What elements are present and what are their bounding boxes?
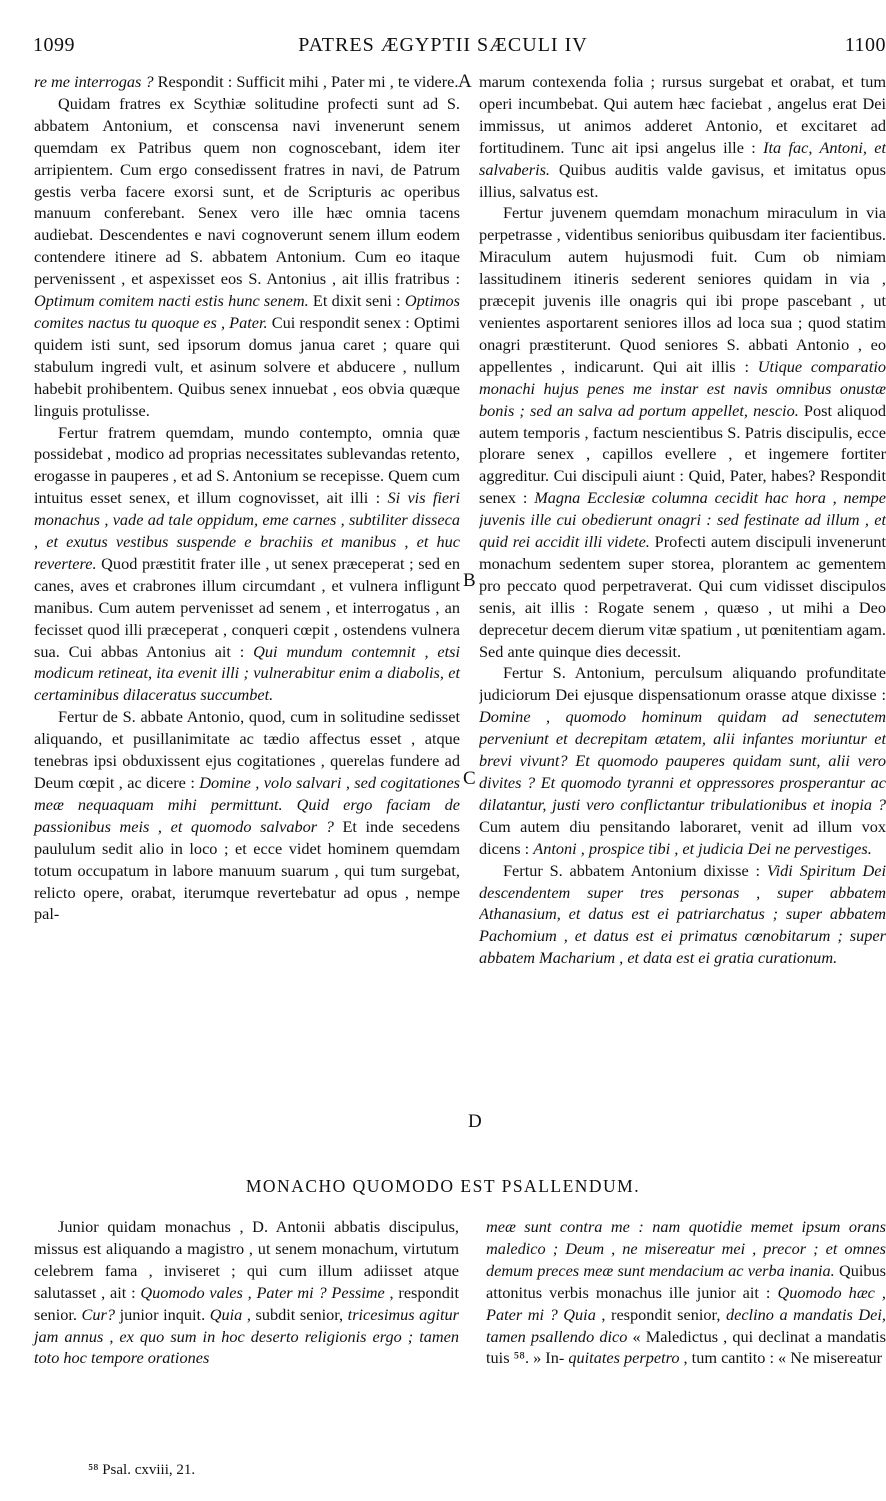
- text-run: Et dixit seni :: [308, 291, 401, 311]
- page-number-left: 1099: [33, 34, 75, 56]
- italic-text: Magna Ecclesiæ columna cecidit hac hora , nempe juvenis ille cui obedierunt onagri : sed festinate ad illum , et quid rei accidit illi videte.: [479, 488, 886, 552]
- italic-text: Utique comparatio monachi hujus penes me instar est navis omnibus onustæ bonis ; sed an salva ad portum appellet, nescio.: [479, 356, 886, 420]
- italic-text: Vidi Spiritum Dei descendentem super tres personas , super abbatem Athanasium, et datus est ei patriarchatus ; super abbatem Pachomium , et datus est ei primatus cœnobitarum ; super abbatem Macharium , et data est ei gratia curationum.: [479, 860, 886, 968]
- paragraph: [479, 662, 886, 859]
- paragraph: [479, 71, 886, 202]
- italic-text: Qui mundum contemnit , etsi modicum retineat, ita evenit illi ; vulnerabitur enim a diabolis, et certaminibus dilaceratus succumbet.: [34, 641, 460, 705]
- text-run: , respondit senior,: [595, 1304, 721, 1324]
- text-run: marum contexenda folia ; rursus surgebat et orabat, et tum operi incumbebat. Qui autem hæc faciebat , angelus erat Dei immissus, ut animos adderet Antonio, et excitaret ad fortitudinem. Tunc ait ipsi angelus ille :: [479, 72, 886, 157]
- text-run: , subdit senior,: [242, 1304, 344, 1324]
- italic-text: Quomodo vales , Pater mi ? Pessime: [140, 1282, 385, 1302]
- italic-text: Antoni , prospice tibi , et judicia Dei ne pervestiges.: [533, 838, 872, 858]
- italic-text: Optimos comites nactus tu quoque es , Pater.: [34, 291, 461, 332]
- text-run: Et inde secedens paululum sedit alio in loco ; et ecce videt hominem quemdam totum occupatum in labore manuum suarum , qui tum surgebat, relicto opere, orabat, iterumque revertebatur ad opus , nempe pal-: [34, 816, 460, 924]
- italic-text: Cur?: [81, 1304, 116, 1324]
- left-column-lower: [34, 1216, 459, 1369]
- italic-text: Si vis fieri monachus , vade ad tale oppidum, eme carnes , subtiliter disseca , et exutus vestibus suspende e brachiis et manibus , et huc revertere.: [34, 488, 460, 573]
- right-column: [479, 71, 886, 969]
- margin-marker-a: A: [458, 71, 472, 92]
- italic-text: tricesimus agitur jam annus , ex quo sum in hoc deserto religionis ergo ; tamen toto hoc tempore orationes: [34, 1304, 459, 1368]
- italic-text: meæ sunt contra me : nam quotidie memet ipsum orans maledico ; Deum , ne misereatur mei , precor ; et omnes demum preces meæ sunt mendacium ac verba inania.: [486, 1217, 886, 1280]
- margin-marker-d: D: [468, 1111, 482, 1132]
- text-run: Quibus auditis valde gavisus, et imitatus opus illius, salvatus est.: [479, 159, 886, 201]
- italic-text: quitates perpetro: [568, 1348, 680, 1368]
- right-column-lower: [486, 1216, 886, 1369]
- text-run: Quod præstitit frater ille , ut senex præceperat ; sed en canes, aves et crabrones illum circumdant , et vulnera infligunt manibus. Cum autem pervenisset ad senem , et interrogatus , an fecisset quod illi præceperat , conqueri cœpit , ostendens vulnera sua. Cui abbas Antonius ait :: [34, 553, 460, 661]
- italic-text: declino a mandatis Dei, tamen psallendo dico: [486, 1304, 886, 1346]
- italic-text: Domine , volo salvari , sed cogitationes meæ nequaquam mihi permittunt. Quid ergo faciam de passionibus meis , et quomodo salvabor ?: [34, 773, 461, 836]
- text-run: Post aliquod autem temporis , factum nescientibus S. Patris discipulis, ecce plorare senex , capillos evellere , et ingemere fortiter aggreditur. Cui discipuli aiunt : Quid, Pater, habes? Respondit senex :: [479, 400, 886, 508]
- page-number-right: 1100: [844, 34, 886, 56]
- paragraph: [34, 93, 460, 422]
- running-title: PATRES ÆGYPTII SÆCULI IV: [298, 34, 588, 56]
- paragraph: [34, 422, 460, 707]
- text-run: Quibus attonitus verbis monachus ille junior ait :: [486, 1260, 886, 1302]
- italic-text: Quomodo hæc , Pater mi ? Quia: [486, 1282, 886, 1324]
- italic-text: Quia: [209, 1304, 243, 1324]
- text-run: Cui respondit senex : Optimi quidem isti sunt, sed ipsorum domus janua caret ; quare qui stabulum ingredi vult, et asinum solvere et abducere , nullum habebit prohibentem. Quibus senex innuebat , eos obvia quæque linguis protulisse.: [34, 312, 461, 420]
- text-run: , respondit senior.: [34, 1282, 459, 1324]
- section-heading: MONACHO QUOMODO EST PSALLENDUM.: [245, 1176, 641, 1196]
- italic-text: Ita fac, Antoni, et salvaberis.: [479, 137, 886, 179]
- paragraph: [34, 706, 460, 925]
- text-run: « Maledictus , qui declinat a mandatis tuis ⁵⁸. » In-: [486, 1326, 886, 1368]
- paragraph: [486, 1216, 886, 1369]
- text-run: Respondit : Sufficit mihi , Pater mi , te videre.: [153, 72, 459, 91]
- text-run: Fertur S. Antonium, perculsum aliquando profunditate judiciorum Dei ejusque dispensationum orasse atque dixisse :: [479, 663, 886, 705]
- text-run: Junior quidam monachus , D. Antonii abbatis discipulus, missus est aliquando a magistro , ut senem monachum, virtutum celebrem fama , inviseret ; qui cum illum adiisset atque salutasset , ait :: [34, 1217, 459, 1302]
- paragraph: [34, 1216, 459, 1369]
- text-run: Fertur juvenem quemdam monachum miraculum in via perpetrasse , videntibus senioribus quibusdam iter facientibus. Miraculum autem hujusmodi fuit. Cum ob nimiam lassitudinem itineris sederent seniores quidam in via , præcepit juvenis ille onagris qui ibi prope pascebant , ut venientes asportarent seniores illos ad loca sua ; quod statim onagri præstiterunt. Quod seniores S. abbati Antonio , eo appellentes , indicarunt. Qui ait illis :: [479, 203, 886, 376]
- footnote: ⁵⁸ Psal. cxviii, 21.: [88, 1462, 196, 1478]
- text-run: Fertur fratrem quemdam, mundo contempto, omnia quæ possidebat , modico ad proprias necessitates sublevandas retento, erogasse in pauperes , et ad S. Antonium se recepisse. Quem cum intuitus esset senex, et illum cognovisset, ait illi :: [34, 422, 460, 508]
- left-column: [34, 71, 460, 925]
- paragraph: [479, 202, 886, 662]
- text-run: Fertur S. abbatem Antonium dixisse :: [503, 860, 761, 880]
- text-run: , tum cantito : « Ne misereatur: [679, 1348, 883, 1368]
- text-run: Cum autem diu pensitando laboraret, venit ad illum vox dicens :: [479, 816, 886, 858]
- italic-text: Domine , quomodo hominum quidam ad senectutem perveniunt et decrepitam ætatem, alii infantes moriuntur et brevi vivunt? Et quomodo pauperes quidam sunt, alii vero divites ? Et quomodo tyranni et oppressores prosperantur ac dilatantur, justi vero conflictantur tribulationibus et inopia ?: [479, 707, 886, 814]
- italic-text: Optimum comitem nacti estis hunc senem.: [34, 291, 309, 311]
- italic-text: re me interrogas ?: [34, 72, 154, 91]
- paragraph: [479, 860, 886, 970]
- text-run: junior inquit.: [115, 1304, 206, 1324]
- text-run: Fertur de S. abbate Antonio, quod, cum in solitudine sedisset aliquando, et pusillanimitate ac tædio affectus esset , atque tenebras ipsi obduxissent ejus cogitationes , querelas fundere ad Deum cœpit , ac dicere :: [34, 707, 460, 792]
- margin-marker-c: C: [463, 768, 476, 789]
- paragraph: [34, 71, 460, 93]
- text-run: Profecti autem discipuli invenerunt monachum sedentem super storea, plorantem ac gementem pro peccato quod perpetraverat. Qui cum vidisset discipulos senis, ait illis : Rogate senem , quæso , ut mihi a Deo deprecetur decem dierum vitæ spatium , ut pœnitentiam agam. Sed ante quinque dies decessit.: [479, 532, 886, 661]
- text-run: Quidam fratres ex Scythiæ solitudine profecti sunt ad S. abbatem Antonium, et conscensa navi invenerunt senem quemdam ex Patribus quem non cognoscebant, idem iter arripientem. Cum ergo consedissent fratres in navi, de Patrum gestis verba facere exorsi sunt, et de Scripturis ac operibus manuum conferebant. Senex vero ille hæc omnia tacens audiebat. Descendentes e navi cognoverunt senem illum eodem contendere itinere ad S. abbatem Antonium. Cum eo itaque pervenissent , et aspexisset eos S. Antonius , ait illis fratribus :: [34, 93, 460, 289]
- margin-marker-b: B: [463, 570, 476, 591]
